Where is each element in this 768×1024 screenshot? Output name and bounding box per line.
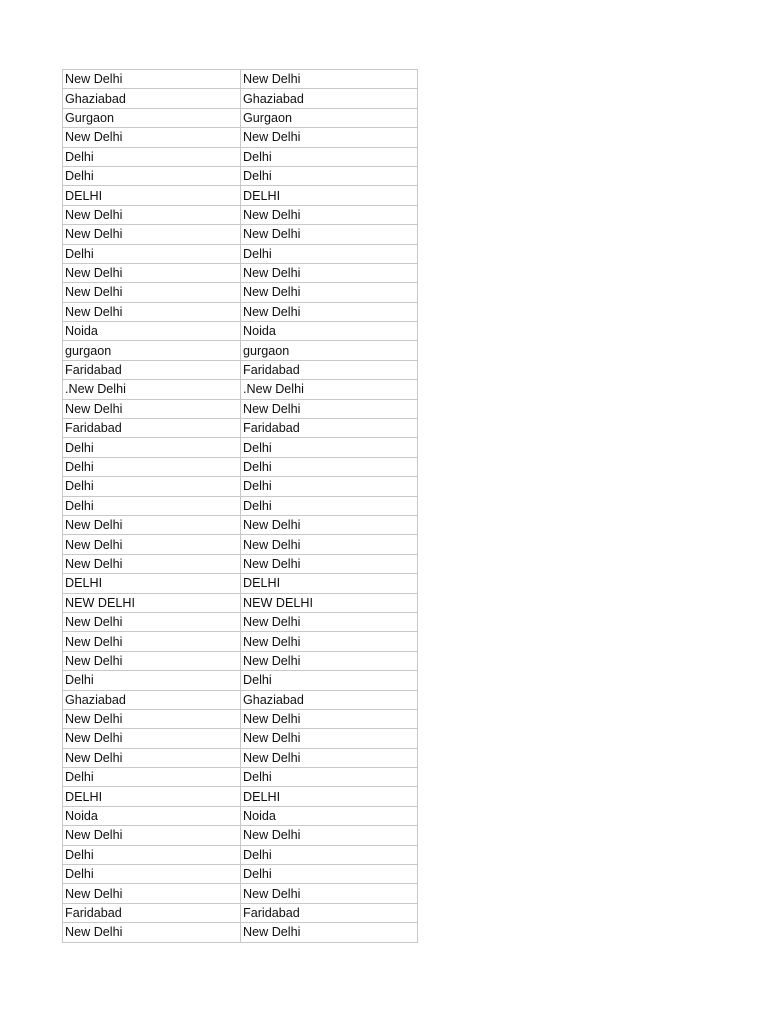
city-cell-col-a: New Delhi <box>63 535 241 554</box>
city-cell-col-a: New Delhi <box>63 709 241 728</box>
city-cell-col-a: Faridabad <box>63 419 241 438</box>
city-cell-col-b: Ghaziabad <box>241 690 418 709</box>
city-cell-col-b: New Delhi <box>241 612 418 631</box>
table-row <box>63 283 418 302</box>
table-row <box>63 399 418 418</box>
table-row <box>63 419 418 438</box>
city-cell-col-b: New Delhi <box>241 884 418 903</box>
city-cell-col-a: New Delhi <box>63 515 241 534</box>
table-row <box>63 438 418 457</box>
city-cell-col-b: New Delhi <box>241 535 418 554</box>
city-cell-col-b: Delhi <box>241 166 418 185</box>
city-cell-col-a: New Delhi <box>63 748 241 767</box>
table-row <box>63 477 418 496</box>
city-cell-col-a: Delhi <box>63 496 241 515</box>
city-cell-col-b: New Delhi <box>241 205 418 224</box>
city-cell-col-a: Delhi <box>63 244 241 263</box>
city-cell-col-a: Ghaziabad <box>63 690 241 709</box>
table-row <box>63 360 418 379</box>
city-cell-col-b: New Delhi <box>241 709 418 728</box>
city-cell-col-a: Delhi <box>63 845 241 864</box>
city-table <box>62 69 418 943</box>
city-cell-col-a: DELHI <box>63 186 241 205</box>
city-cell-col-b: Delhi <box>241 845 418 864</box>
table-row <box>63 632 418 651</box>
city-cell-col-b: New Delhi <box>241 263 418 282</box>
city-cell-col-b: New Delhi <box>241 651 418 670</box>
city-cell-col-a: New Delhi <box>63 205 241 224</box>
city-cell-col-b: New Delhi <box>241 515 418 534</box>
table-row <box>63 806 418 825</box>
city-table-body <box>63 70 418 943</box>
city-cell-col-b: Delhi <box>241 865 418 884</box>
city-cell-col-b: New Delhi <box>241 748 418 767</box>
city-cell-col-b: Noida <box>241 806 418 825</box>
city-cell-col-b: Delhi <box>241 477 418 496</box>
table-row <box>63 903 418 922</box>
city-cell-col-a: gurgaon <box>63 341 241 360</box>
city-cell-col-b: Faridabad <box>241 419 418 438</box>
city-cell-col-b: Faridabad <box>241 360 418 379</box>
table-row <box>63 70 418 89</box>
table-row <box>63 515 418 534</box>
city-cell-col-a: NEW DELHI <box>63 593 241 612</box>
table-row <box>63 651 418 670</box>
city-cell-col-b: Delhi <box>241 768 418 787</box>
city-cell-col-a: .New Delhi <box>63 380 241 399</box>
table-row <box>63 787 418 806</box>
city-cell-col-a: DELHI <box>63 574 241 593</box>
city-cell-col-b: New Delhi <box>241 128 418 147</box>
table-row <box>63 690 418 709</box>
table-row <box>63 205 418 224</box>
city-cell-col-b: Delhi <box>241 457 418 476</box>
city-cell-col-b: gurgaon <box>241 341 418 360</box>
city-cell-col-b: New Delhi <box>241 225 418 244</box>
table-row <box>63 671 418 690</box>
city-cell-col-b: Faridabad <box>241 903 418 922</box>
city-cell-col-a: New Delhi <box>63 128 241 147</box>
table-row <box>63 865 418 884</box>
city-cell-col-b: New Delhi <box>241 923 418 942</box>
table-row <box>63 225 418 244</box>
city-cell-col-a: New Delhi <box>63 826 241 845</box>
table-row <box>63 884 418 903</box>
city-cell-col-a: Faridabad <box>63 360 241 379</box>
table-row <box>63 554 418 573</box>
table-row <box>63 923 418 942</box>
table-row <box>63 244 418 263</box>
table-row <box>63 380 418 399</box>
city-cell-col-b: Gurgaon <box>241 108 418 127</box>
city-cell-col-a: New Delhi <box>63 399 241 418</box>
city-cell-col-b: New Delhi <box>241 554 418 573</box>
city-cell-col-b: Delhi <box>241 496 418 515</box>
city-cell-col-b: .New Delhi <box>241 380 418 399</box>
city-cell-col-a: New Delhi <box>63 263 241 282</box>
city-cell-col-a: New Delhi <box>63 612 241 631</box>
table-row <box>63 341 418 360</box>
table-row <box>63 612 418 631</box>
city-cell-col-b: DELHI <box>241 574 418 593</box>
table-row <box>63 108 418 127</box>
city-cell-col-a: New Delhi <box>63 554 241 573</box>
table-row <box>63 496 418 515</box>
city-cell-col-a: Delhi <box>63 865 241 884</box>
city-cell-col-a: New Delhi <box>63 632 241 651</box>
table-row <box>63 593 418 612</box>
city-cell-col-b: DELHI <box>241 186 418 205</box>
city-cell-col-a: New Delhi <box>63 923 241 942</box>
city-cell-col-b: Delhi <box>241 438 418 457</box>
city-cell-col-b: DELHI <box>241 787 418 806</box>
city-cell-col-a: Delhi <box>63 671 241 690</box>
table-row <box>63 709 418 728</box>
city-cell-col-b: New Delhi <box>241 283 418 302</box>
table-row <box>63 574 418 593</box>
city-cell-col-a: Gurgaon <box>63 108 241 127</box>
city-cell-col-a: Noida <box>63 322 241 341</box>
city-cell-col-a: Ghaziabad <box>63 89 241 108</box>
city-cell-col-a: Faridabad <box>63 903 241 922</box>
table-row <box>63 147 418 166</box>
table-row <box>63 845 418 864</box>
city-cell-col-b: New Delhi <box>241 729 418 748</box>
city-cell-col-a: Delhi <box>63 477 241 496</box>
table-row <box>63 89 418 108</box>
city-cell-col-a: DELHI <box>63 787 241 806</box>
city-cell-col-b: New Delhi <box>241 632 418 651</box>
city-cell-col-b: New Delhi <box>241 70 418 89</box>
table-row <box>63 826 418 845</box>
table-row <box>63 186 418 205</box>
city-cell-col-b: New Delhi <box>241 302 418 321</box>
table-row <box>63 748 418 767</box>
table-row <box>63 457 418 476</box>
city-cell-col-a: New Delhi <box>63 225 241 244</box>
city-cell-col-b: New Delhi <box>241 399 418 418</box>
city-cell-col-a: Delhi <box>63 438 241 457</box>
table-row <box>63 302 418 321</box>
city-cell-col-b: Delhi <box>241 244 418 263</box>
city-cell-col-a: Delhi <box>63 768 241 787</box>
city-cell-col-a: New Delhi <box>63 651 241 670</box>
city-cell-col-a: Noida <box>63 806 241 825</box>
table-row <box>63 263 418 282</box>
city-cell-col-a: New Delhi <box>63 884 241 903</box>
city-cell-col-b: Ghaziabad <box>241 89 418 108</box>
table-row <box>63 729 418 748</box>
city-cell-col-a: Delhi <box>63 457 241 476</box>
city-cell-col-b: Noida <box>241 322 418 341</box>
table-row <box>63 166 418 185</box>
city-cell-col-b: New Delhi <box>241 826 418 845</box>
city-cell-col-b: Delhi <box>241 671 418 690</box>
city-cell-col-a: New Delhi <box>63 729 241 748</box>
city-cell-col-a: New Delhi <box>63 70 241 89</box>
city-cell-col-b: Delhi <box>241 147 418 166</box>
city-cell-col-a: New Delhi <box>63 302 241 321</box>
table-row <box>63 128 418 147</box>
city-cell-col-a: Delhi <box>63 166 241 185</box>
city-cell-col-b: NEW DELHI <box>241 593 418 612</box>
table-row <box>63 322 418 341</box>
table-row <box>63 535 418 554</box>
city-cell-col-a: Delhi <box>63 147 241 166</box>
table-row <box>63 768 418 787</box>
city-cell-col-a: New Delhi <box>63 283 241 302</box>
